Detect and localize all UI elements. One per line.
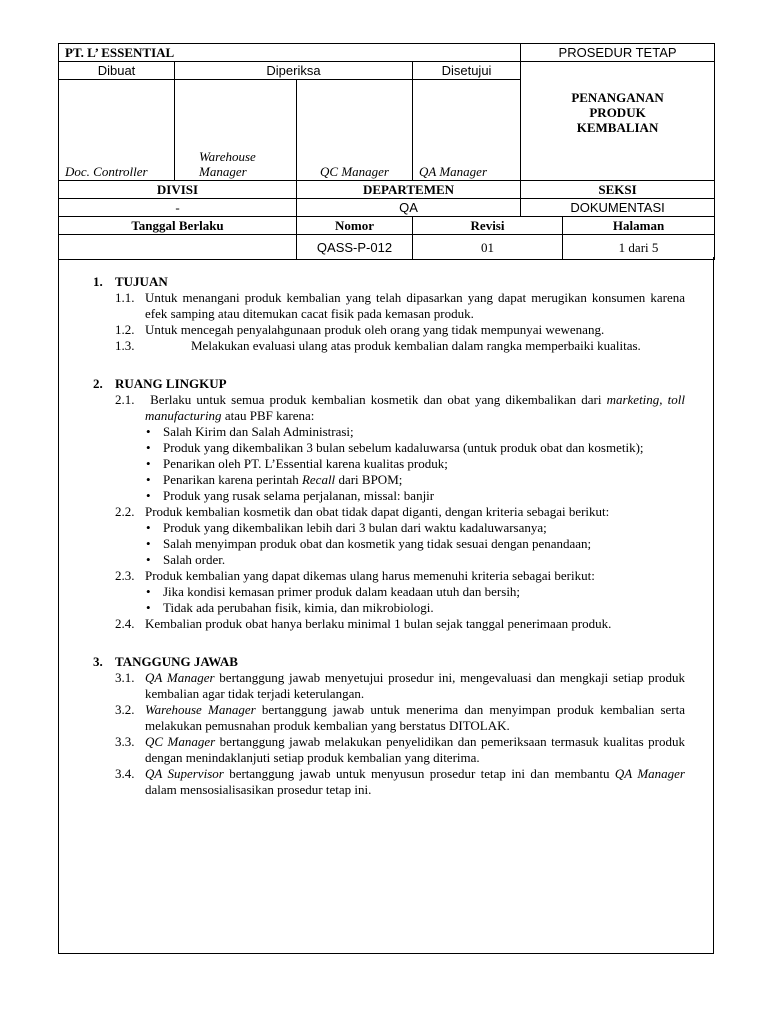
bullet-list bbox=[93, 520, 685, 568]
item-text: Produk kembalian yang dapat dikemas ulang harus memenuhi kriteria sebagai berikut: bbox=[145, 568, 595, 583]
item-text-italic: QC Manager bbox=[145, 734, 216, 749]
col-dibuat: Dibuat bbox=[59, 62, 175, 80]
bullet-item: • Salah Kirim dan Salah Administrasi; bbox=[163, 424, 685, 440]
bullet-item: • Jika kondisi kemasan primer produk dalam keadaan utuh dan bersih; bbox=[163, 584, 685, 600]
col-disetujui: Disetujui bbox=[413, 62, 521, 80]
document-title bbox=[521, 62, 715, 181]
bullet-item: • Tidak ada perubahan fisik, kimia, dan mikrobiologi. bbox=[163, 600, 685, 616]
item-text-italic: Warehouse Manager bbox=[145, 702, 256, 717]
bullet-item bbox=[163, 472, 685, 488]
item-number: 1.1. bbox=[115, 290, 135, 305]
item-number: 3.4. bbox=[115, 766, 135, 781]
item-text-part: bertanggung jawab menyetujui prosedur ini, mengevaluasi dan mengkaji setiap produk kembalian agar tidak terjadi keterulangan. bbox=[145, 670, 685, 701]
label-revisi: Revisi bbox=[413, 217, 563, 235]
bullet-item: • Penarikan oleh PT. L’Essential karena kualitas produk; bbox=[163, 456, 685, 472]
value-departemen: QA bbox=[297, 199, 521, 217]
signature-doc-controller: Doc. Controller bbox=[59, 80, 175, 181]
item-text: Untuk menangani produk kembalian yang telah dipasarkan yang dapat merugikan konsumen karena efek samping atau ditemukan cacat fisik pada kemasan produk. bbox=[145, 290, 685, 321]
col-diperiksa: Diperiksa bbox=[175, 62, 413, 80]
section-title: TUJUAN bbox=[115, 274, 168, 289]
value-divisi: - bbox=[59, 199, 297, 217]
list-item bbox=[93, 670, 685, 702]
title-line-3: KEMBALIAN bbox=[576, 120, 659, 135]
item-number: 2.2. bbox=[115, 504, 135, 519]
label-seksi: SEKSI bbox=[521, 181, 715, 199]
doc-type: PROSEDUR TETAP bbox=[521, 44, 715, 62]
label-tanggal-berlaku: Tanggal Berlaku bbox=[59, 217, 297, 235]
list-item bbox=[93, 568, 685, 584]
list-item bbox=[93, 290, 685, 322]
value-nomor: QASS-P-012 bbox=[297, 235, 413, 260]
value-tanggal-berlaku bbox=[59, 235, 297, 260]
item-text: Untuk mencegah penyalahgunaan produk oleh orang yang tidak mempunyai wewenang. bbox=[145, 322, 605, 337]
section-title: TANGGUNG JAWAB bbox=[115, 654, 238, 669]
list-item bbox=[93, 702, 685, 734]
bullet-item: • Produk yang dikembalikan 3 bulan sebelum kadaluwarsa (untuk produk obat dan kosmetik); bbox=[163, 440, 685, 456]
bullet-list bbox=[93, 584, 685, 616]
section-number: 3. bbox=[93, 654, 103, 669]
value-revisi: 01 bbox=[413, 235, 563, 260]
bullet-item: • Produk yang dikembalikan lebih dari 3 bulan dari waktu kadaluwarsanya; bbox=[163, 520, 685, 536]
list-item bbox=[93, 504, 685, 520]
section-tanggung-jawab bbox=[93, 654, 685, 798]
item-text-part: dari BPOM; bbox=[335, 472, 403, 487]
label-departemen: DEPARTEMEN bbox=[297, 181, 521, 199]
item-text-part: Penarikan karena perintah bbox=[163, 472, 302, 487]
list-item bbox=[93, 734, 685, 766]
title-line-1: PENANGANAN bbox=[571, 90, 664, 105]
signature-warehouse-manager: Warehouse Manager bbox=[175, 80, 297, 181]
item-number: 3.2. bbox=[115, 702, 135, 717]
document-header-table bbox=[58, 43, 715, 260]
item-number: 2.3. bbox=[115, 568, 135, 583]
label-divisi: DIVISI bbox=[59, 181, 297, 199]
section-tujuan bbox=[93, 274, 685, 354]
item-number: 3.1. bbox=[115, 670, 135, 685]
signature-qc-manager: QC Manager bbox=[297, 80, 413, 181]
item-text bbox=[145, 392, 685, 424]
company-name: PT. L’ ESSENTIAL bbox=[59, 44, 521, 62]
item-text bbox=[145, 670, 685, 702]
label-halaman: Halaman bbox=[563, 217, 715, 235]
list-item bbox=[93, 616, 685, 632]
item-text: Kembalian produk obat hanya berlaku minimal 1 bulan sejak tanggal penerimaan produk. bbox=[145, 616, 612, 631]
bullet-item: • Salah menyimpan produk obat dan kosmetik yang tidak sesuai dengan penandaan; bbox=[163, 536, 685, 552]
bullet-item: • Salah order. bbox=[163, 552, 685, 568]
item-text-italic: QA Manager bbox=[614, 766, 685, 781]
list-item bbox=[93, 322, 685, 338]
list-item bbox=[93, 392, 685, 424]
section-number: 2. bbox=[93, 376, 103, 391]
list-item bbox=[93, 338, 685, 354]
item-text bbox=[145, 734, 685, 766]
item-text-part: bertanggung jawab untuk menyusun prosedur tetap ini dan membantu bbox=[223, 766, 615, 781]
item-text-italic: QA Manager bbox=[145, 670, 215, 685]
item-number: 2.4. bbox=[115, 616, 135, 631]
document-body bbox=[93, 274, 685, 820]
section-title: RUANG LINGKUP bbox=[115, 376, 227, 391]
value-seksi: DOKUMENTASI bbox=[521, 199, 715, 217]
item-text-part: Berlaku untuk semua produk kembalian kosmetik dan obat yang dikembalikan dari bbox=[150, 392, 607, 407]
item-text-italic: marketing, toll manufacturing bbox=[145, 392, 686, 423]
signature-qa-manager: QA Manager bbox=[413, 80, 521, 181]
item-text-italic: QA Supervisor bbox=[145, 766, 224, 781]
item-text-part: bertanggung jawab untuk menerima dan menyimpan produk kembalian serta melakukan pemusnahan produk kembalian yang berstatus DITOLAK. bbox=[145, 702, 685, 733]
section-number: 1. bbox=[93, 274, 103, 289]
item-number: 3.3. bbox=[115, 734, 135, 749]
item-text-part: dalam mensosialisasikan prosedur tetap ini. bbox=[145, 782, 372, 797]
item-number: 1.3. bbox=[115, 338, 135, 353]
item-text-part: bertanggung jawab melakukan penyelidikan dan pemeriksaan termasuk kualitas produk dengan menindaklanjuti setiap produk kembalian yang diterima. bbox=[145, 734, 686, 765]
item-number: 1.2. bbox=[115, 322, 135, 337]
bullet-list bbox=[93, 424, 685, 504]
item-number: 2.1. bbox=[115, 392, 135, 407]
title-line-2: PRODUK bbox=[589, 105, 646, 120]
item-text: Melakukan evaluasi ulang atas produk kembalian dalam rangka memperbaiki kualitas. bbox=[191, 338, 641, 353]
bullet-item: • Produk yang rusak selama perjalanan, missal: banjir bbox=[163, 488, 685, 504]
item-text-italic: Recall bbox=[301, 472, 336, 487]
label-nomor: Nomor bbox=[297, 217, 413, 235]
item-text bbox=[145, 766, 685, 798]
value-halaman: 1 dari 5 bbox=[563, 235, 715, 260]
section-ruang-lingkup bbox=[93, 376, 685, 632]
item-text-part: atau PBF karena: bbox=[221, 408, 315, 423]
list-item bbox=[93, 766, 685, 798]
item-text: Produk kembalian kosmetik dan obat tidak dapat diganti, dengan kriteria sebagai berikut: bbox=[145, 504, 610, 519]
item-text bbox=[145, 702, 685, 734]
